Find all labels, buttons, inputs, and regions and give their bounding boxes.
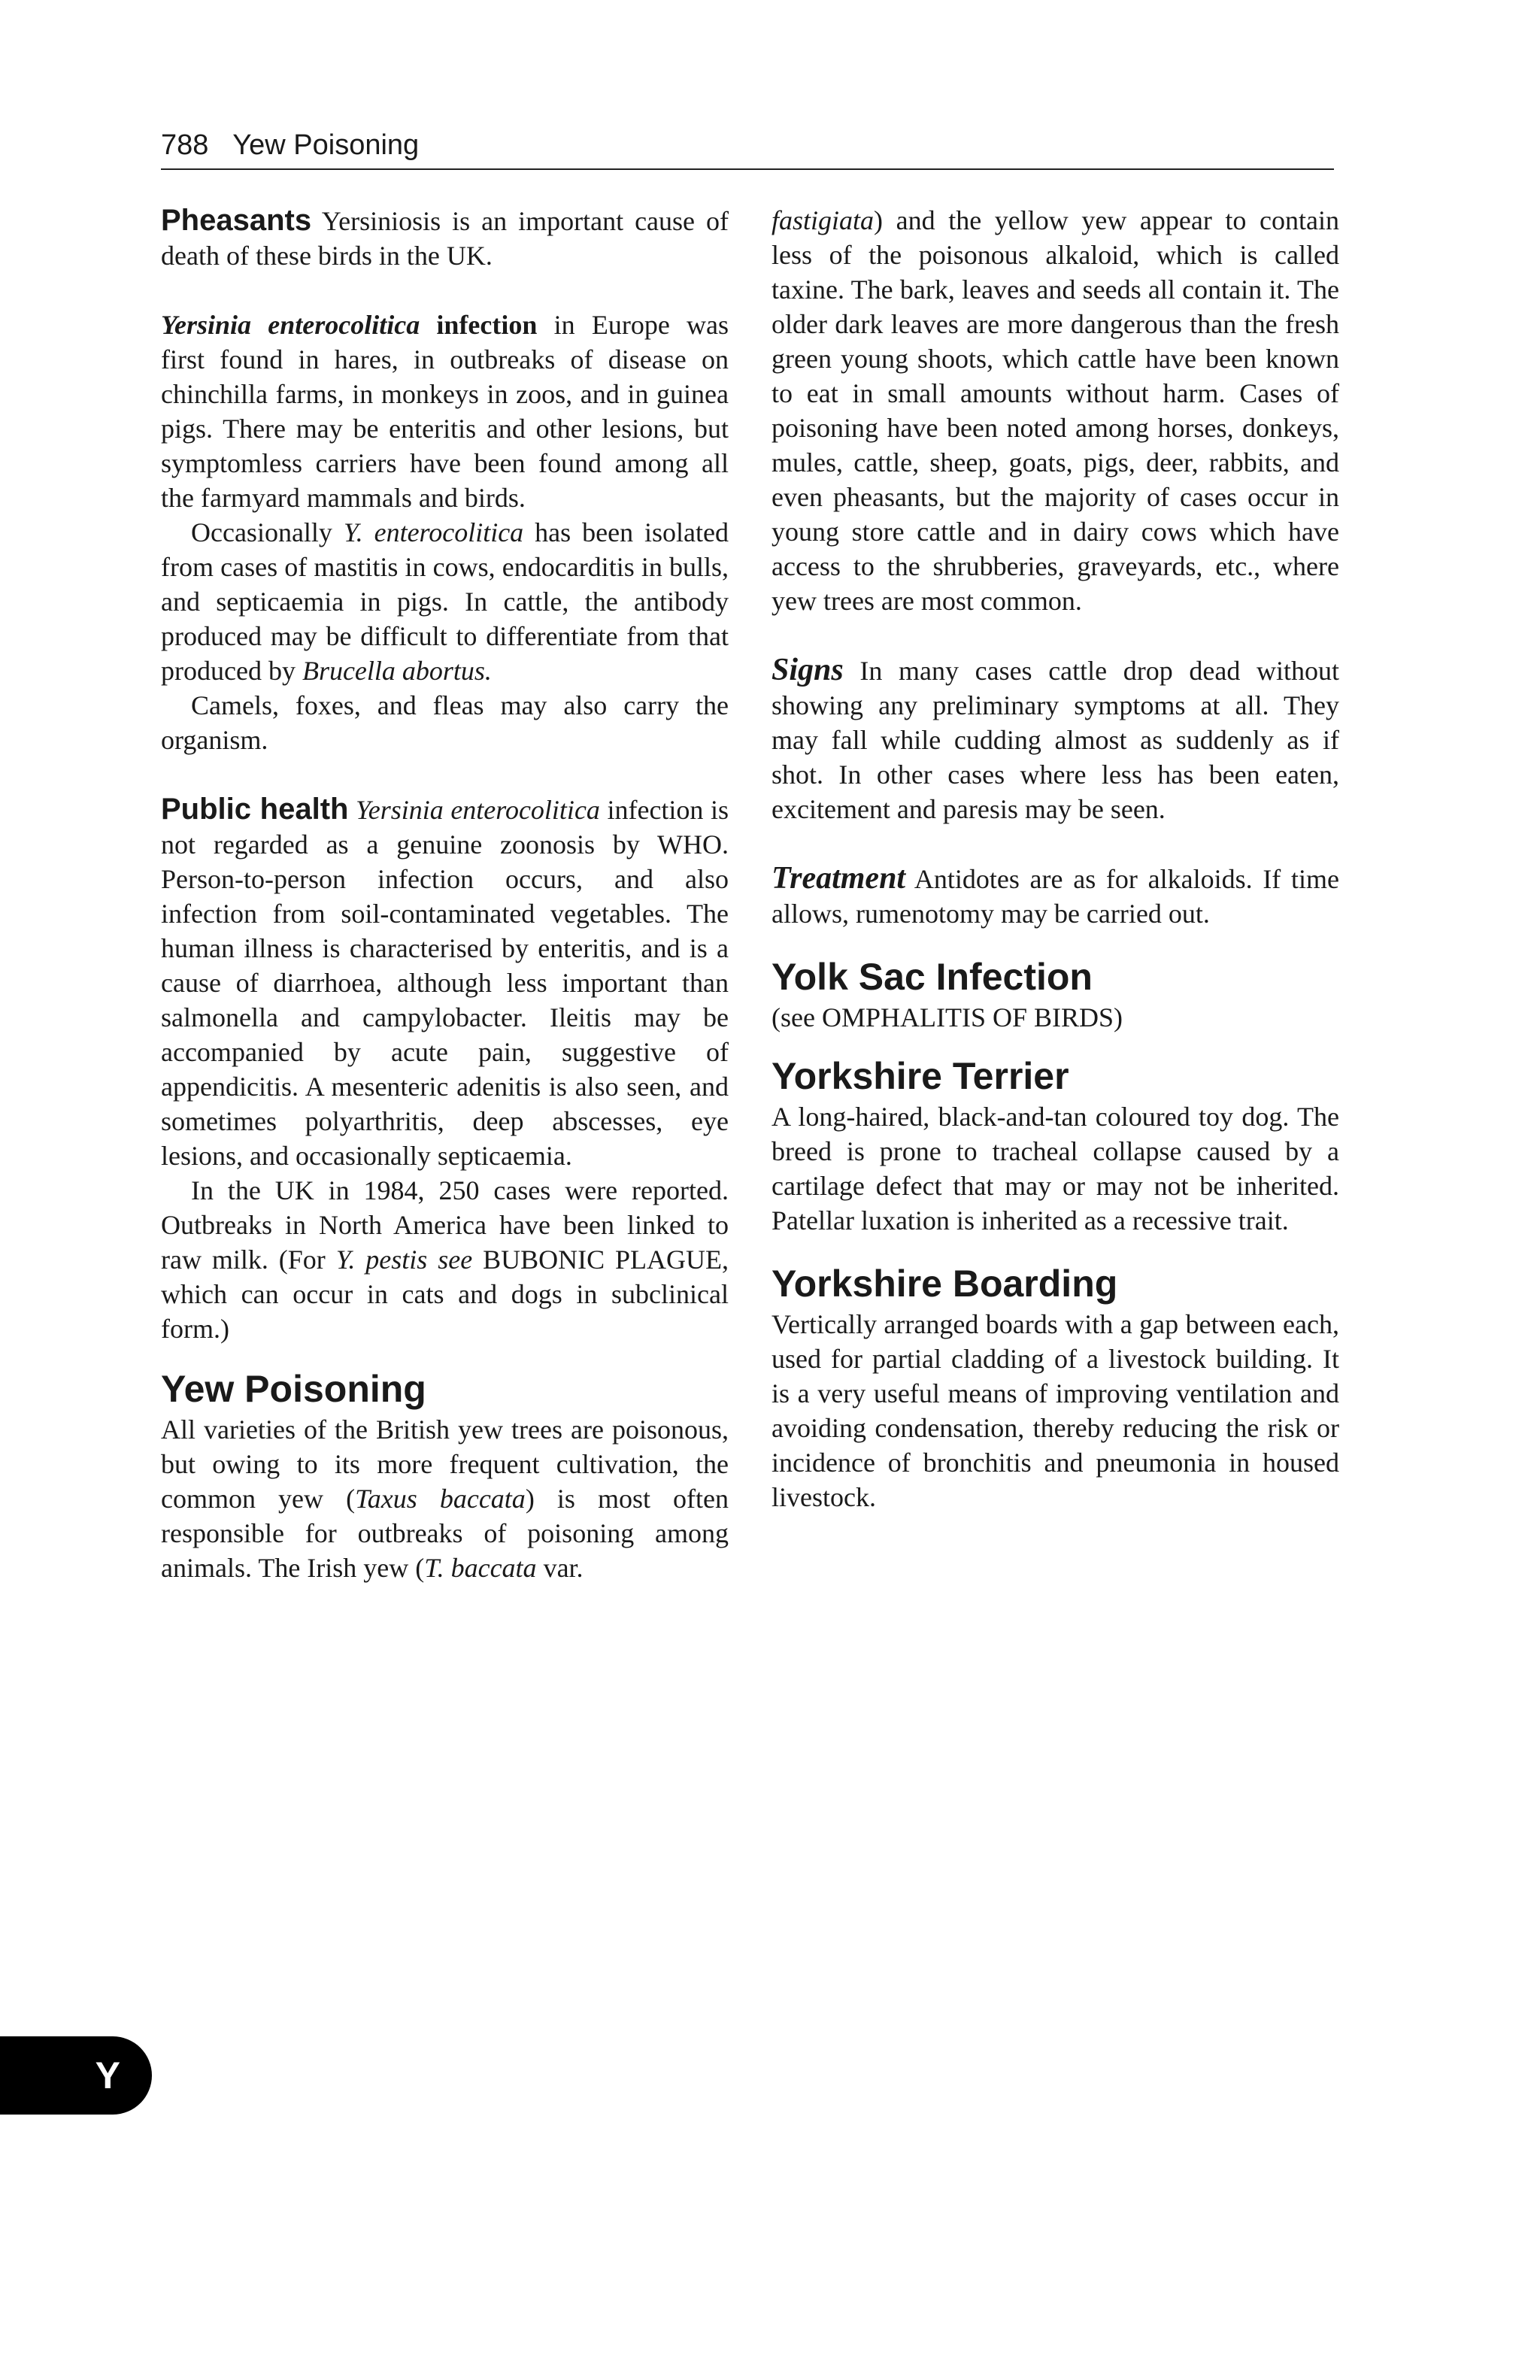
public-health-paragraph-2 [161, 1173, 729, 1346]
yersinia-paragraph [161, 308, 729, 515]
yersinia-text: in Europe was first found in hares, in outbreaks of disease on chinchilla farms, in monkeys in zoos, and in guinea pigs. There may be enteritis and other lesions, but symptomless carriers have been found among all the farmyard mammals and birds. [161, 310, 729, 513]
public-health-text: infection is not regarded as a genuine zoonosis by WHO. Person-to-person infection occurs, and also infection from soil-contaminated vegetables. The human illness is characterised by enteritis, and is a cause of diarrhoea, although less important than salmonella and campylobacter. Ileitis may be accompanied by acute pain, suggestive of appendicitis. A mesenteric adenitis is also seen, and sometimes polyarthritis, deep abscesses, eye lesions, and occasionally septicaemia. [161, 795, 729, 1171]
signs-paragraph [772, 653, 1339, 826]
pheasants-paragraph [161, 203, 729, 273]
public-health-p2-italic: Y. pestis see [335, 1245, 473, 1275]
yersinia-heading-rest: infection [436, 310, 538, 340]
yorkshire-boarding-paragraph: Vertically arranged boards with a gap between each, used for partial cladding of a livestock building. It is a very useful means of improving ventilation and avoiding condensation, thereby reducing the risk or incidence of bronchitis and pneumonia in housed livestock. [772, 1309, 1339, 1512]
yersinia-p2-b: has been isolated from cases of mastitis in cows, endocarditis in bulls, and septicaemia in pigs. In cattle, the antibody produced may be difficult to differentiate from that produced by [161, 517, 729, 686]
thumb-index-tab [0, 2036, 152, 2115]
treatment-text: Antidotes are as for alkaloids. If time allows, rumenotomy may be carried out. [772, 864, 1340, 929]
yorkshire-terrier-heading: Yorkshire Terrier [772, 1055, 1069, 1097]
yorkshire-boarding-heading: Yorkshire Boarding [772, 1263, 1118, 1305]
yolk-sac-heading: Yolk Sac Infection [772, 956, 1093, 998]
page-number: 788 [161, 129, 209, 161]
yolk-sac-see-open: (see [772, 1002, 815, 1032]
public-health-p2-b: which can occur in cats and dogs in subclinical form.) [161, 1279, 729, 1344]
public-health-italic: Yersinia enterocolitica [356, 795, 600, 825]
bubonic-plague-reference: BUBONIC PLAGUE, [483, 1245, 729, 1275]
yersinia-paragraph-2 [161, 515, 729, 688]
signs-heading: Signs [772, 653, 844, 687]
public-health-p2-a: In the UK in 1984, 250 cases were reported. Outbreaks in North America have been linked to raw milk. (For [161, 1175, 729, 1275]
yew-text-italic2: T. baccata [424, 1553, 537, 1583]
treatment-paragraph [772, 861, 1339, 931]
yersinia-p2-italic2: Brucella abortus. [302, 656, 492, 686]
pheasants-text: Yersiniosis is an important cause of death of these birds in the UK. [161, 206, 729, 271]
yew-text-c: var. [543, 1553, 584, 1583]
pheasants-heading: Pheasants [161, 204, 312, 237]
running-head [161, 122, 1334, 170]
yew-poisoning-paragraph [161, 1412, 729, 1585]
yew-continued-italic: fastigiata [772, 205, 875, 235]
omphalitis-reference: OMPHALITIS OF BIRDS [821, 1002, 1114, 1032]
yersinia-heading-italic: Yersinia enterocolitica [161, 310, 420, 340]
yolk-sac-see-close: ) [1114, 1002, 1123, 1032]
yersinia-paragraph-3: Camels, foxes, and fleas may also carry the organism. [161, 690, 729, 755]
public-health-paragraph [161, 792, 729, 1173]
yersinia-p2-italic: Y. enterocolitica [343, 517, 524, 547]
thumb-tab-letter: Y [95, 2054, 120, 2097]
yew-text-italic: Taxus baccata [355, 1484, 526, 1514]
yew-poisoning-heading: Yew Poisoning [161, 1368, 426, 1410]
right-column [772, 203, 1339, 1514]
left-column [161, 203, 729, 1585]
yew-continued-paragraph [772, 203, 1339, 618]
yew-text-a: All varieties of the British yew trees are poisonous, but owing to its more frequent cultivation, the common yew ( [161, 1414, 729, 1514]
yew-continued-text: ) and the yellow yew appear to contain less of the poisonous alkaloid, which is called taxine. The bark, leaves and seeds all contain it. The older dark leaves are more dangerous than the fresh green young shoots, which cattle have been known to eat in small amounts without harm. Cases of poisoning have been noted among horses, donkeys, mules, cattle, sheep, goats, pigs, deer, rabbits, and even pheasants, but the majority of cases occur in young store cattle and in dairy cows which have access to the shrubberies, graveyards, etc., where yew trees are most common. [772, 205, 1339, 616]
signs-text: In many cases cattle drop dead without showing any preliminary symptoms at all. They may fall while cudding almost as suddenly as if shot. In other cases where less has been eaten, excitement and paresis may be seen. [772, 656, 1339, 824]
yorkshire-terrier-paragraph: A long-haired, black-and-tan coloured toy dog. The breed is prone to tracheal collapse caused by a cartilage defect that may or may not be inherited. Patellar luxation is inherited as a recessive trait. [772, 1102, 1339, 1235]
public-health-heading: Public health [161, 793, 349, 826]
yolk-sac-see-also [772, 1000, 1339, 1035]
treatment-heading: Treatment [772, 861, 906, 896]
running-title: Yew Poisoning [232, 129, 420, 161]
yew-text-b: ) is most often responsible for outbreaks of poisoning among animals. The Irish yew ( [161, 1484, 729, 1583]
yersinia-p2-a: Occasionally [191, 517, 332, 547]
